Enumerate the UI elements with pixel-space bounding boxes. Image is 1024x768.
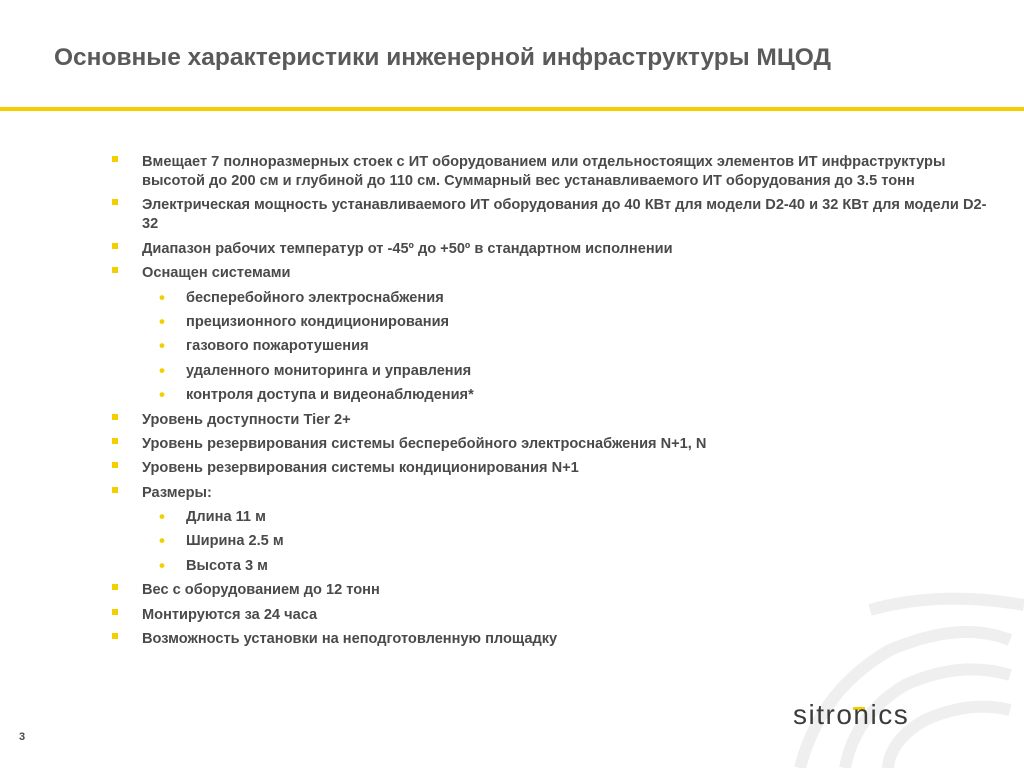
bullet-item: Уровень резервирования системы бесперебойного электроснабжения N+1, N xyxy=(112,435,992,454)
sub-bullet-item: • Ширина 2.5 м xyxy=(112,532,992,551)
sub-bullet-item: • Высота 3 м xyxy=(112,557,992,576)
bullet-item: Монтируются за 24 часа xyxy=(112,606,992,625)
bullet-item: Электрическая мощность устанавливаемого ИТ оборудования до 40 КВт для модели D2-40 и 32 КВт для модели D2-32 xyxy=(112,196,992,234)
bullet-item: Уровень доступности Tier 2+ xyxy=(112,411,992,430)
sub-bullet-item: • Длина 11 м xyxy=(112,508,992,527)
bullet-item: Вес с оборудованием до 12 тонн xyxy=(112,581,992,600)
sitronics-logo xyxy=(793,696,977,734)
sub-bullet-item: • бесперебойного электроснабжения xyxy=(112,289,992,308)
sub-bullet-item: • газового пожаротушения xyxy=(112,337,992,356)
bullet-item: Размеры: xyxy=(112,484,992,503)
logo-text: sitronics xyxy=(793,699,910,730)
watermark-icon xyxy=(760,580,1024,768)
sub-bullet-item: • контроля доступа и видеонаблюдения* xyxy=(112,386,992,405)
slide-title: Основные характеристики инженерной инфраструктуры МЦОД xyxy=(54,44,831,71)
page-number: 3 xyxy=(19,731,26,743)
bullet-item: Возможность установки на неподготовленную площадку xyxy=(112,630,992,649)
bullet-item: Оснащен системами xyxy=(112,264,992,283)
sub-bullet-item: • прецизионного кондиционирования xyxy=(112,313,992,332)
bullet-item: Уровень резервирования системы кондиционирования N+1 xyxy=(112,459,992,478)
bullet-item: Диапазон рабочих температур от -45º до +50º в стандартном исполнении xyxy=(112,240,992,259)
title-underline xyxy=(0,107,1024,111)
bullet-item: Вмещает 7 полноразмерных стоек с ИТ оборудованием или отдельностоящих элементов ИТ инфраструктуры высотой до 200 см и глубиной до 110 см. Суммарный вес устанавливаемого ИТ оборудования до 3.5 тонн xyxy=(112,153,992,191)
sub-bullet-item: • удаленного мониторинга и управления xyxy=(112,362,992,381)
